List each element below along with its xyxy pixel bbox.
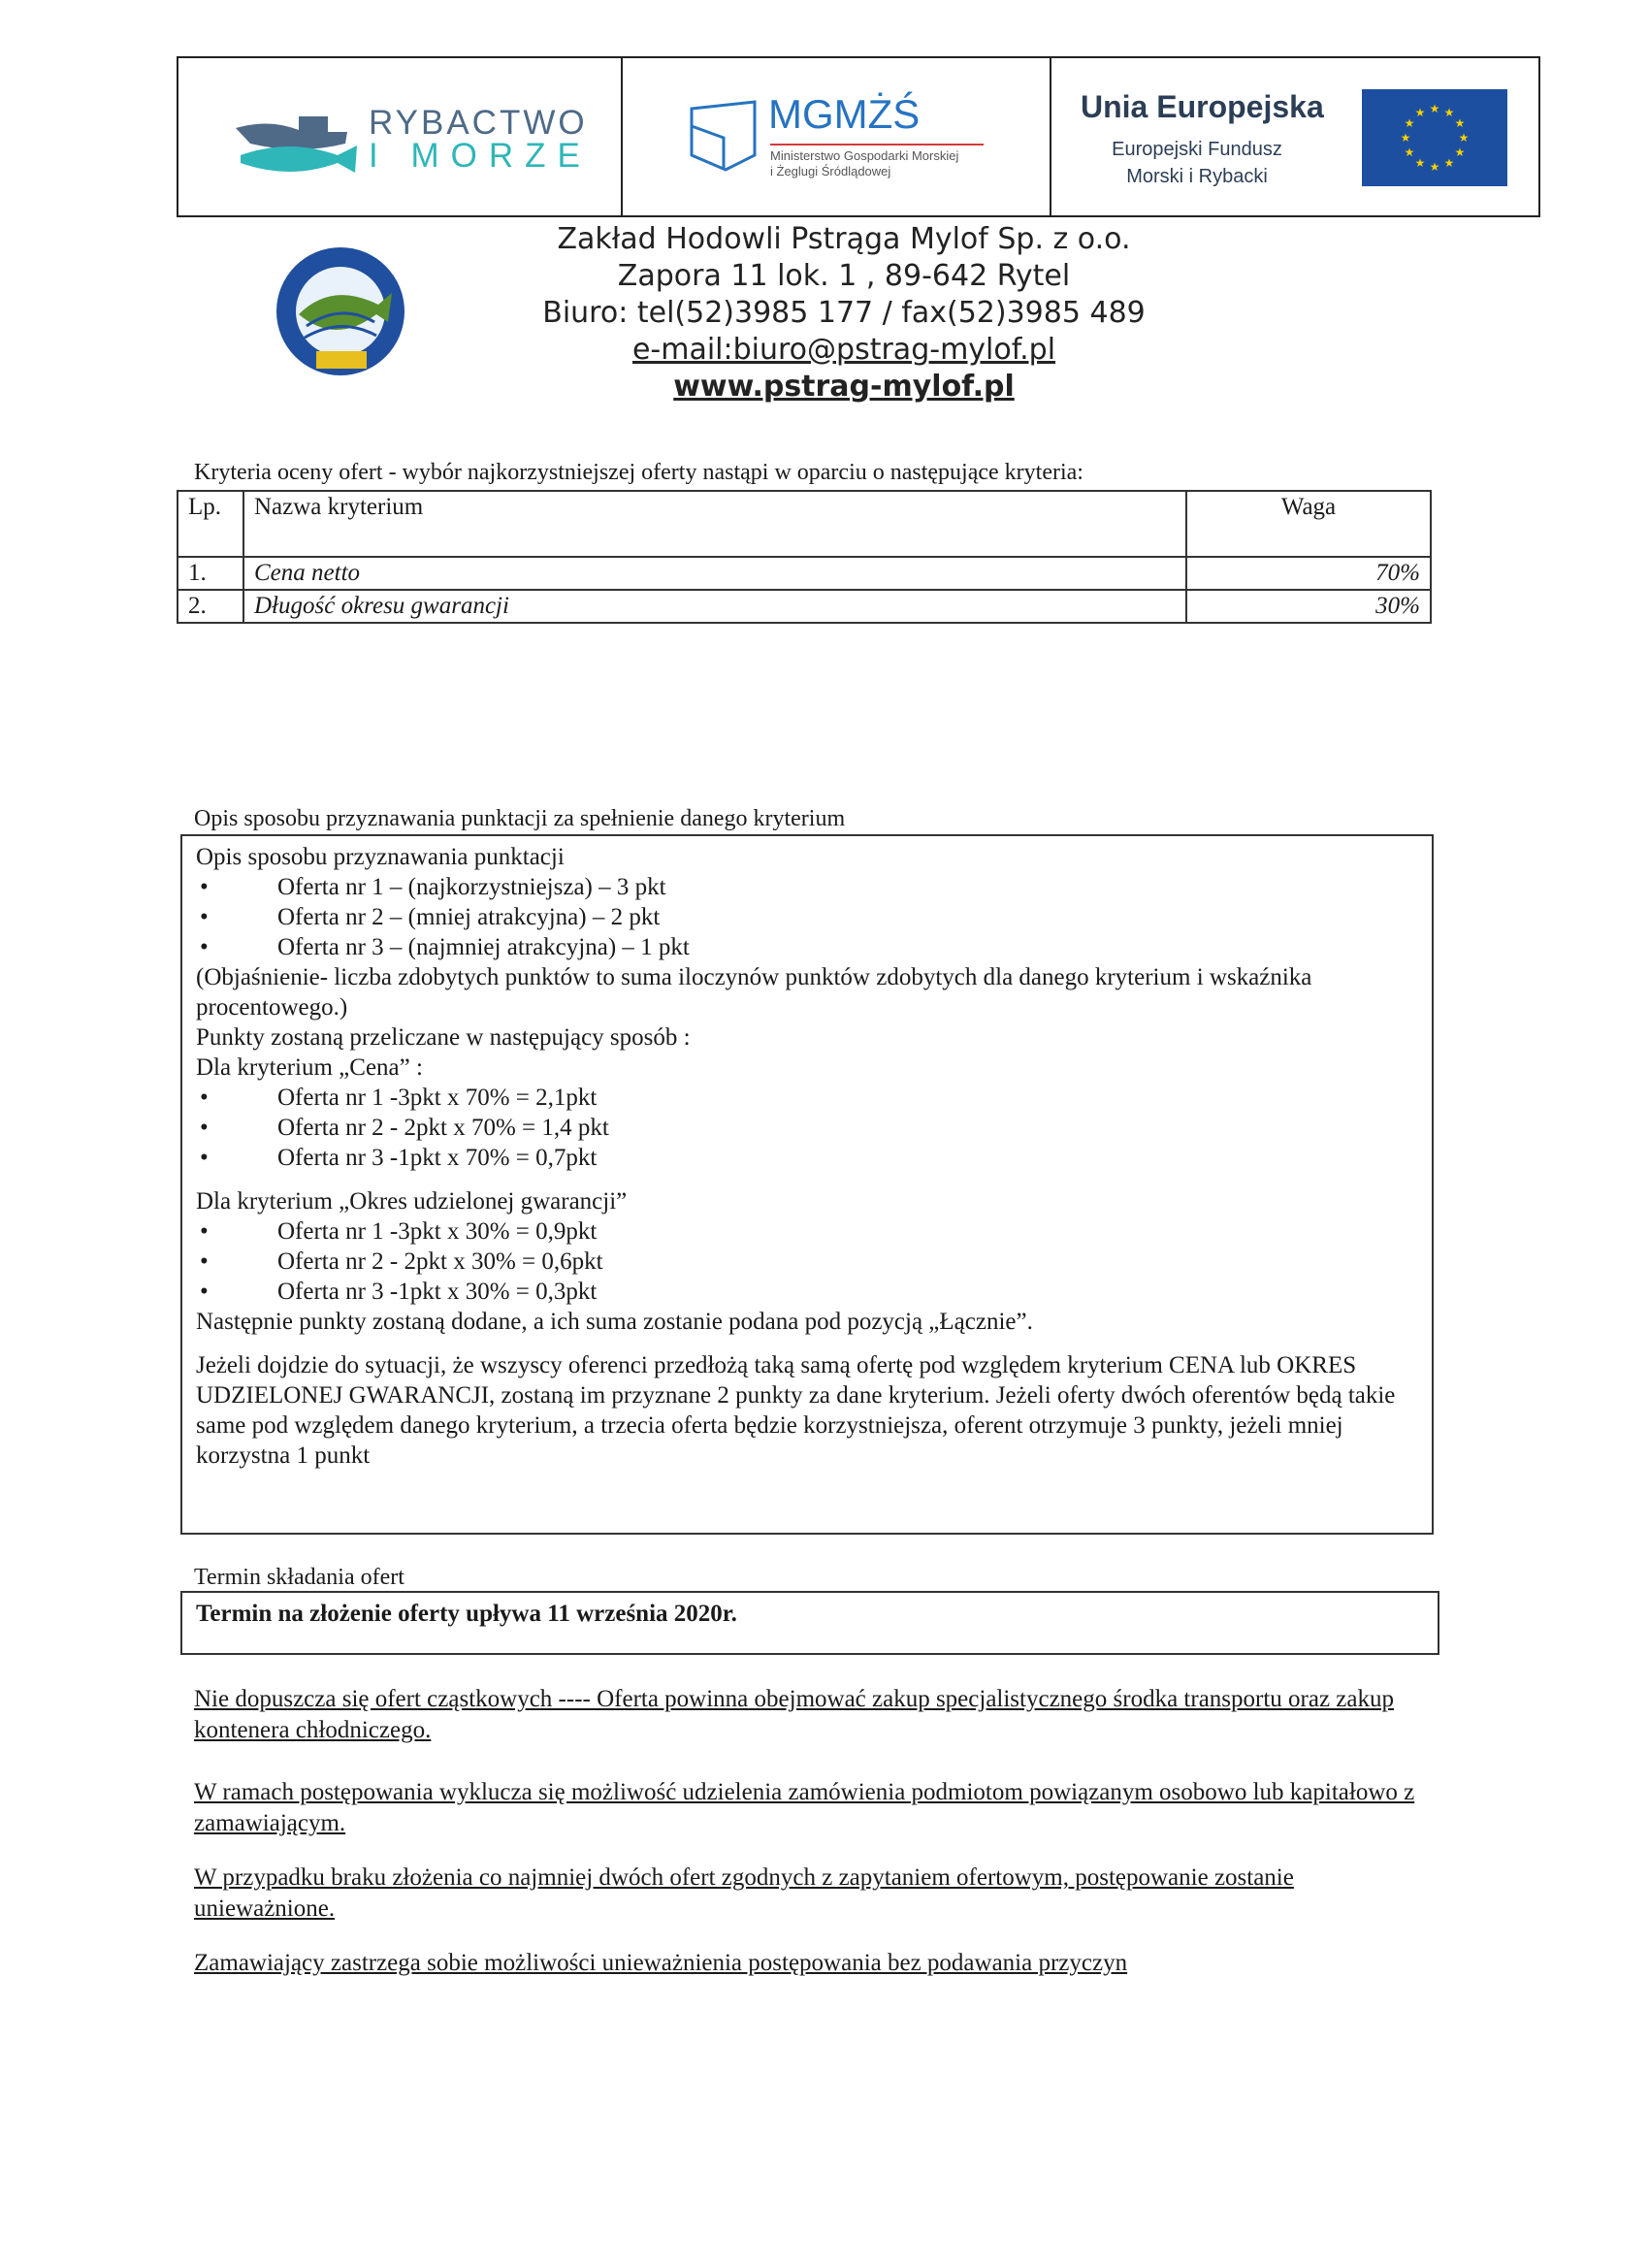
logo2-sub1: Ministerstwo Gospodarki Morskiej bbox=[770, 148, 959, 163]
logo2-sub2: i Żeglugi Śródlądowej bbox=[770, 164, 891, 178]
row-lp: 2. bbox=[178, 590, 243, 623]
deadline-text: Termin na złożenie oferty upływa 11 września 2020r. bbox=[196, 1601, 737, 1627]
scoring-title: Opis sposobu przyznawania punktacji bbox=[196, 844, 565, 870]
table-header-row bbox=[178, 491, 1431, 557]
price-label: Dla kryterium „Cena” : bbox=[196, 1054, 423, 1081]
eu-flag-icon bbox=[1362, 89, 1507, 186]
sum-note: Następnie punkty zostaną dodane, a ich suma zostanie podana pod pozycją „Łącznie”. bbox=[196, 1309, 1033, 1335]
warranty-label: Dla kryterium „Okres udzielonej gwarancji” bbox=[196, 1188, 628, 1215]
trout-seal-icon bbox=[274, 244, 407, 378]
logo3-sub2: Morski i Rybacki bbox=[1126, 166, 1268, 187]
logo3-sub1: Europejski Fundusz bbox=[1112, 139, 1282, 160]
company-email[interactable]: e-mail:biuro@pstrag-mylof.pl bbox=[631, 333, 1056, 367]
svg-text:★: ★ bbox=[1414, 156, 1426, 170]
svg-text:★: ★ bbox=[1429, 102, 1440, 115]
svg-text:★: ★ bbox=[1414, 106, 1426, 119]
svg-text:★: ★ bbox=[1404, 116, 1415, 130]
mgmzs-logo bbox=[623, 58, 1051, 215]
row-lp: 1. bbox=[178, 557, 243, 590]
svg-text:★: ★ bbox=[1454, 116, 1466, 130]
mylof-seal-logo bbox=[274, 244, 407, 378]
svg-text:★: ★ bbox=[1458, 131, 1470, 145]
company-phone: Biuro: tel(52)3985 177 / fax(52)3985 489 bbox=[542, 296, 1146, 330]
company-address: Zapora 11 lok. 1 , 89-642 Rytel bbox=[617, 259, 1071, 293]
logo1-line2: I MORZE bbox=[369, 137, 592, 175]
svg-text:★: ★ bbox=[1454, 146, 1466, 159]
ministry-emblem-icon bbox=[687, 97, 764, 175]
header-lp: Lp. bbox=[178, 491, 243, 557]
row-weight: 70% bbox=[1186, 557, 1431, 590]
criteria-caption: Kryteria oceny ofert - wybór najkorzystniejszej oferty nastąpi w oparciu o następujące kryteria: bbox=[194, 460, 1083, 485]
offer-item: • Oferta nr 3 – (najmniej atrakcyjna) – 1 pkt bbox=[196, 932, 1418, 962]
header-name: Nazwa kryterium bbox=[243, 491, 1186, 557]
logo1-line1: RYBACTWO bbox=[369, 104, 588, 142]
deadline-caption: Termin składania ofert bbox=[194, 1565, 404, 1590]
note-partial-offers: Nie dopuszcza się ofert cząstkowych ---- Oferta powinna obejmować zakup specjalistycznego środka transportu oraz zakup kontenera chłodniczego. bbox=[194, 1686, 1394, 1743]
logo3-title: Unia Europejska bbox=[1081, 89, 1324, 124]
svg-text:★: ★ bbox=[1400, 131, 1411, 145]
row-name: Cena netto bbox=[243, 557, 1186, 590]
company-name: Zakład Hodowli Pstrąga Mylof Sp. z o.o. bbox=[557, 222, 1131, 256]
price-item: • Oferta nr 2 - 2pkt x 70% = 1,4 pkt bbox=[196, 1113, 1418, 1143]
svg-text:★: ★ bbox=[1443, 156, 1455, 170]
price-item: • Oferta nr 1 -3pkt x 70% = 2,1pkt bbox=[196, 1083, 1418, 1113]
deadline-box bbox=[180, 1591, 1439, 1655]
recalc-intro: Punkty zostaną przeliczane w następujący sposób : bbox=[196, 1024, 691, 1051]
rybactwo-logo bbox=[178, 58, 623, 215]
logo-header bbox=[177, 56, 1540, 217]
scoring-explanation: (Objaśnienie- liczba zdobytych punktów to suma iloczynów punktów zdobytych dla danego kryterium i wskaźnika procentowego.) bbox=[196, 964, 1312, 1021]
warranty-item: • Oferta nr 1 -3pkt x 30% = 0,9pkt bbox=[196, 1216, 1418, 1247]
offer-item: • Oferta nr 2 – (mniej atrakcyjna) – 2 pkt bbox=[196, 902, 1418, 932]
header-weight: Waga bbox=[1186, 491, 1431, 557]
price-item: • Oferta nr 3 -1pkt x 70% = 0,7pkt bbox=[196, 1143, 1418, 1173]
note-exclusion: W ramach postępowania wyklucza się możliwość udzielenia zamówienia podmiotom powiązanym osobowo lub kapitałowo z zamawiającym. bbox=[194, 1779, 1415, 1836]
logo2-name: MGMŻŚ bbox=[768, 91, 921, 137]
eu-logo bbox=[1051, 58, 1538, 215]
company-website[interactable]: www.pstrag-mylof.pl bbox=[673, 370, 1015, 404]
svg-text:★: ★ bbox=[1404, 146, 1415, 159]
scoring-box bbox=[180, 834, 1434, 1535]
svg-text:★: ★ bbox=[1443, 106, 1455, 119]
svg-text:★: ★ bbox=[1429, 160, 1440, 174]
note-reservation: Zamawiający zastrzega sobie możliwości unieważnienia postępowania bez podawania przyczyn bbox=[194, 1950, 1128, 1976]
table-row bbox=[178, 590, 1431, 623]
criteria-table bbox=[177, 490, 1432, 624]
company-info bbox=[504, 221, 1183, 405]
fish-boat-icon bbox=[231, 109, 367, 186]
tie-note: Jeżeli dojdzie do sytuacji, że wszyscy oferenci przedłożą taką samą ofertę pod względem kryterium CENA lub OKRES UDZIELONEJ GWARANCJI, zostaną im przyznane 2 punkty za dane kryterium. Jeżeli oferty dwóch oferentów będą takie same pod względem danego kryterium, a trzecia oferta będzie korzystniejsza, oferent otrzymuje 3 punkty, jeżeli mniej korzystna 1 punkt bbox=[196, 1352, 1396, 1469]
row-weight: 30% bbox=[1186, 590, 1431, 623]
warranty-item: • Oferta nr 2 - 2pkt x 30% = 0,6pkt bbox=[196, 1247, 1418, 1277]
table-row bbox=[178, 557, 1431, 590]
warranty-item: • Oferta nr 3 -1pkt x 30% = 0,3pkt bbox=[196, 1277, 1418, 1307]
row-name: Długość okresu gwarancji bbox=[243, 590, 1186, 623]
scoring-caption: Opis sposobu przyznawania punktacji za spełnienie danego kryterium bbox=[194, 806, 846, 831]
note-invalidation: W przypadku braku złożenia co najmniej dwóch ofert zgodnych z zapytaniem ofertowym, postępowanie zostanie unieważnione. bbox=[194, 1864, 1294, 1922]
offer-item: • Oferta nr 1 – (najkorzystniejsza) – 3 pkt bbox=[196, 872, 1418, 902]
